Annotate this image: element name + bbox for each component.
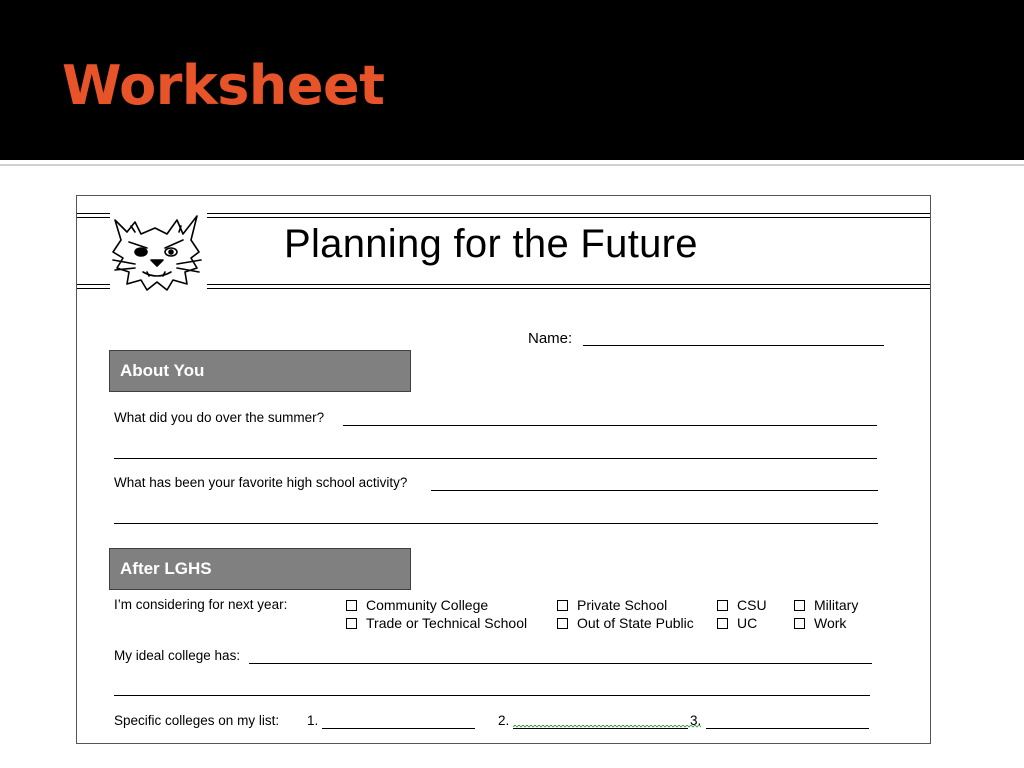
list-number-3: 3. <box>690 713 702 728</box>
summer-answer-line-1[interactable] <box>343 425 877 426</box>
option-trade-school[interactable]: Trade or Technical School <box>346 615 527 631</box>
activity-answer-line-1[interactable] <box>431 490 878 491</box>
name-field[interactable] <box>583 345 884 346</box>
checkbox[interactable] <box>717 618 728 629</box>
worksheet-title: Planning for the Future <box>284 222 698 266</box>
checkbox[interactable] <box>557 600 568 611</box>
header-rule-bottom-left-2 <box>77 288 110 289</box>
college-2-field[interactable] <box>513 728 688 729</box>
option-csu[interactable]: CSU <box>717 597 767 613</box>
slide-title: Worksheet <box>62 54 385 117</box>
header-rule-top-left <box>77 213 110 214</box>
option-community-college[interactable]: Community College <box>346 597 488 613</box>
section-about-you <box>109 350 411 392</box>
checkbox[interactable] <box>794 600 805 611</box>
ideal-college-line-1[interactable] <box>249 663 872 664</box>
wildcat-mascot-icon <box>107 210 207 294</box>
question-activity: What has been your favorite high school activity? <box>114 475 408 490</box>
header-rule-bottom <box>207 284 930 285</box>
option-work[interactable]: Work <box>794 615 846 631</box>
option-military[interactable]: Military <box>794 597 858 613</box>
option-private-school[interactable]: Private School <box>557 597 667 613</box>
header-rule-bottom-2 <box>207 288 930 289</box>
checkbox[interactable] <box>557 618 568 629</box>
question-summer: What did you do over the summer? <box>114 410 325 425</box>
option-out-of-state-public[interactable]: Out of State Public <box>557 615 694 631</box>
ideal-college-line-2[interactable] <box>114 695 870 696</box>
college-1-field[interactable] <box>322 728 475 729</box>
section-about-you-label: About You <box>120 361 205 380</box>
worksheet-image <box>76 195 931 744</box>
list-number-1: 1. <box>307 713 319 728</box>
header-rule-bottom-left <box>77 284 110 285</box>
checkbox[interactable] <box>346 618 357 629</box>
header-rule-top-left-2 <box>77 217 110 218</box>
title-divider <box>0 164 1024 166</box>
checkbox[interactable] <box>794 618 805 629</box>
checkbox[interactable] <box>717 600 728 611</box>
ideal-college-label: My ideal college has: <box>114 648 241 663</box>
activity-answer-line-2[interactable] <box>114 523 878 524</box>
checkbox[interactable] <box>346 600 357 611</box>
college-3-field[interactable] <box>706 728 869 729</box>
slide-title-bar <box>0 0 1024 160</box>
considering-label: I’m considering for next year: <box>114 597 288 612</box>
section-after-lghs-label: After LGHS <box>120 559 212 578</box>
header-rule-top <box>207 213 930 214</box>
spellcheck-squiggle <box>513 725 703 728</box>
list-number-2: 2. <box>498 713 510 728</box>
specific-colleges-label: Specific colleges on my list: <box>114 713 280 728</box>
header-rule-top-2 <box>207 217 930 218</box>
section-after-lghs <box>109 548 411 590</box>
name-label: Name: <box>528 330 573 347</box>
summer-answer-line-2[interactable] <box>114 458 877 459</box>
option-uc[interactable]: UC <box>717 615 757 631</box>
